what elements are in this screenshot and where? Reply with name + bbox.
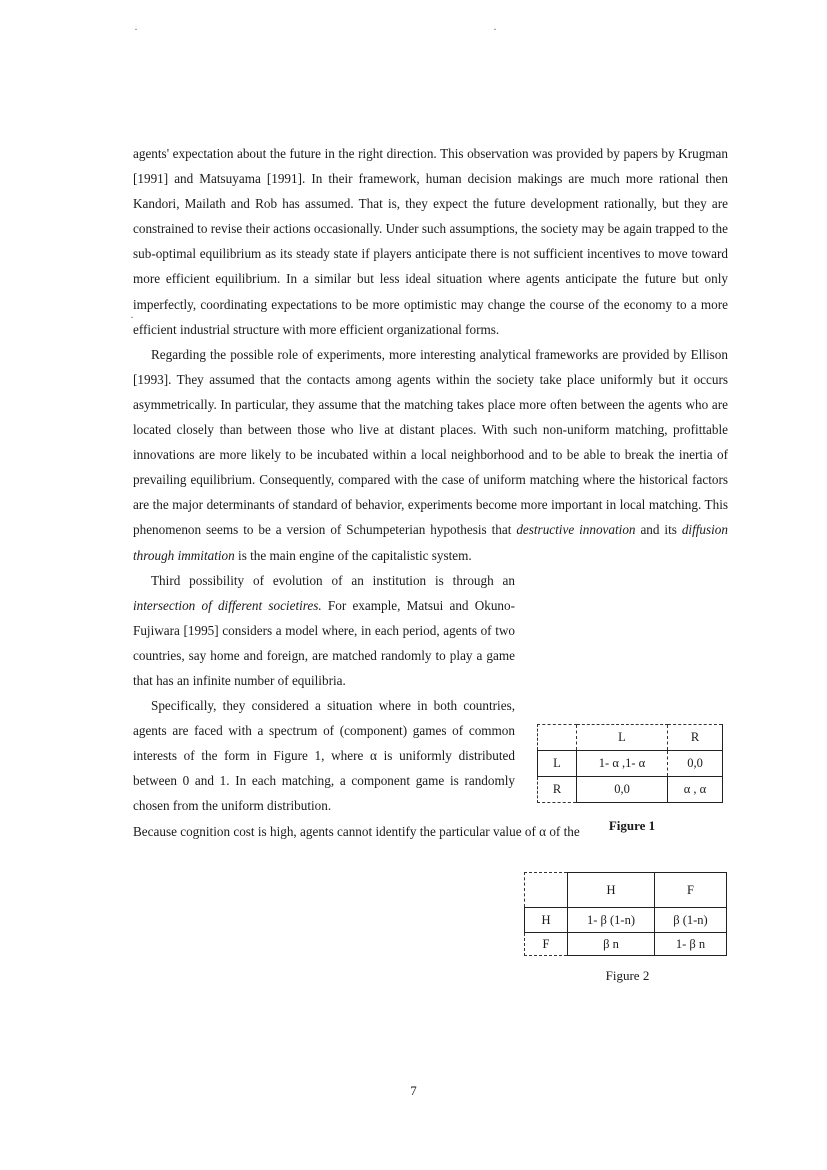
- emphasis: intersection of different societires.: [133, 597, 322, 613]
- paragraph-2: Regarding the possible role of experiments, more interesting analytical frameworks are provided by Ellison [1993]. They assumed that the contacts among agents within the society take place uniformly but it occurs asymmetrically. In particular, they assume that the matching takes place more often between the agents who are located closely than between those who live at distant places. With such non-uniform matching, profittable innovations are more likely to be incubated within a local neighborhood and to be able to break the inertia of prevailing equilibrium. Consequently, compared with the case of uniform matching where the historical factors are the major determinants of standard of behavior, experiments become more important in local matching. This phenomenon seems to be a version of Schumpeterian hypothesis that destructive innovation and its diffusion through immitation is the main engine of the capitalistic system.: [133, 346, 728, 563]
- figure-1-caption: Figure 1: [608, 818, 656, 833]
- figure-1-row-header: L: [538, 751, 577, 777]
- paragraph-3: Third possibility of evolution of an institution is through an intersection of different societires. For example, Matsui and Okuno-Fujiwara [1995] considers a model where, in each period, agents of two countries, say home and foreign, are matched randomly to play a game that has an infinite number of equilibria.: [133, 572, 516, 688]
- emphasis: diffusion through immitation: [133, 522, 728, 563]
- scan-mark: ·: [493, 22, 497, 36]
- figure-2-cell: β n: [568, 933, 655, 956]
- figure-1-cell: 0,0: [668, 751, 723, 777]
- emphasis: destructive innovation: [516, 522, 636, 538]
- paragraph-4: Specifically, they considered a situation where in both countries, agents are faced with a spectrum of (component) games of common interests of the form in Figure 1, where α is uniformly distributed between 0 and 1. In each matching, a component game is randomly chosen from the uniform distribution.: [133, 698, 515, 814]
- scan-mark: ·: [130, 310, 134, 324]
- figure-2-caption: Figure 2: [605, 968, 650, 983]
- figure-1-cell: 1- α ,1- α: [577, 751, 668, 777]
- figure-1-col-header: R: [668, 725, 723, 751]
- figure-2-payoff-matrix: [524, 872, 727, 956]
- figure-1-payoff-matrix: [537, 724, 723, 803]
- scan-mark: ·: [134, 22, 138, 36]
- figure-1-cell: 0,0: [577, 777, 668, 803]
- paragraph-1: agents' expectation about the future in the right direction. This observation was provided by papers by Krugman [1991] and Matsuyama [1991]. In their framework, human decision makings are much more rational then Kandori, Mailath and Rob has assumed. That is, they expect the future development rationally, but they are constrained to revise their actions occasionally. Under such assumptions, the society may be again trapped to the sub-optimal equilibrium as its steady state if players anticipate there is not sufficient incentives to move toward more efficient equilibrium. In a similar but less ideal situation where agents anticipate the future but only imperfectly, coordinating expectations to be more optimistic may change the course of the economy to a more efficient industrial structure with more efficient organizational forms.: [133, 146, 728, 337]
- paragraph-5: Because cognition cost is high, agents cannot identify the particular value of α of the: [133, 823, 580, 839]
- figure-2-cell: β (1-n): [655, 908, 727, 933]
- page-number: 7: [410, 1083, 417, 1098]
- figure-2-cell: 1- β (1-n): [568, 908, 655, 933]
- figure-2-row-header: F: [525, 933, 568, 956]
- figure-1-col-header: L: [577, 725, 668, 751]
- figure-2-col-header: H: [568, 873, 655, 908]
- figure-2-row-header: H: [525, 908, 568, 933]
- figure-2-cell: 1- β n: [655, 933, 727, 956]
- figure-1-cell: α , α: [668, 777, 723, 803]
- figure-2-col-header: F: [655, 873, 727, 908]
- figure-1-row-header: R: [538, 777, 577, 803]
